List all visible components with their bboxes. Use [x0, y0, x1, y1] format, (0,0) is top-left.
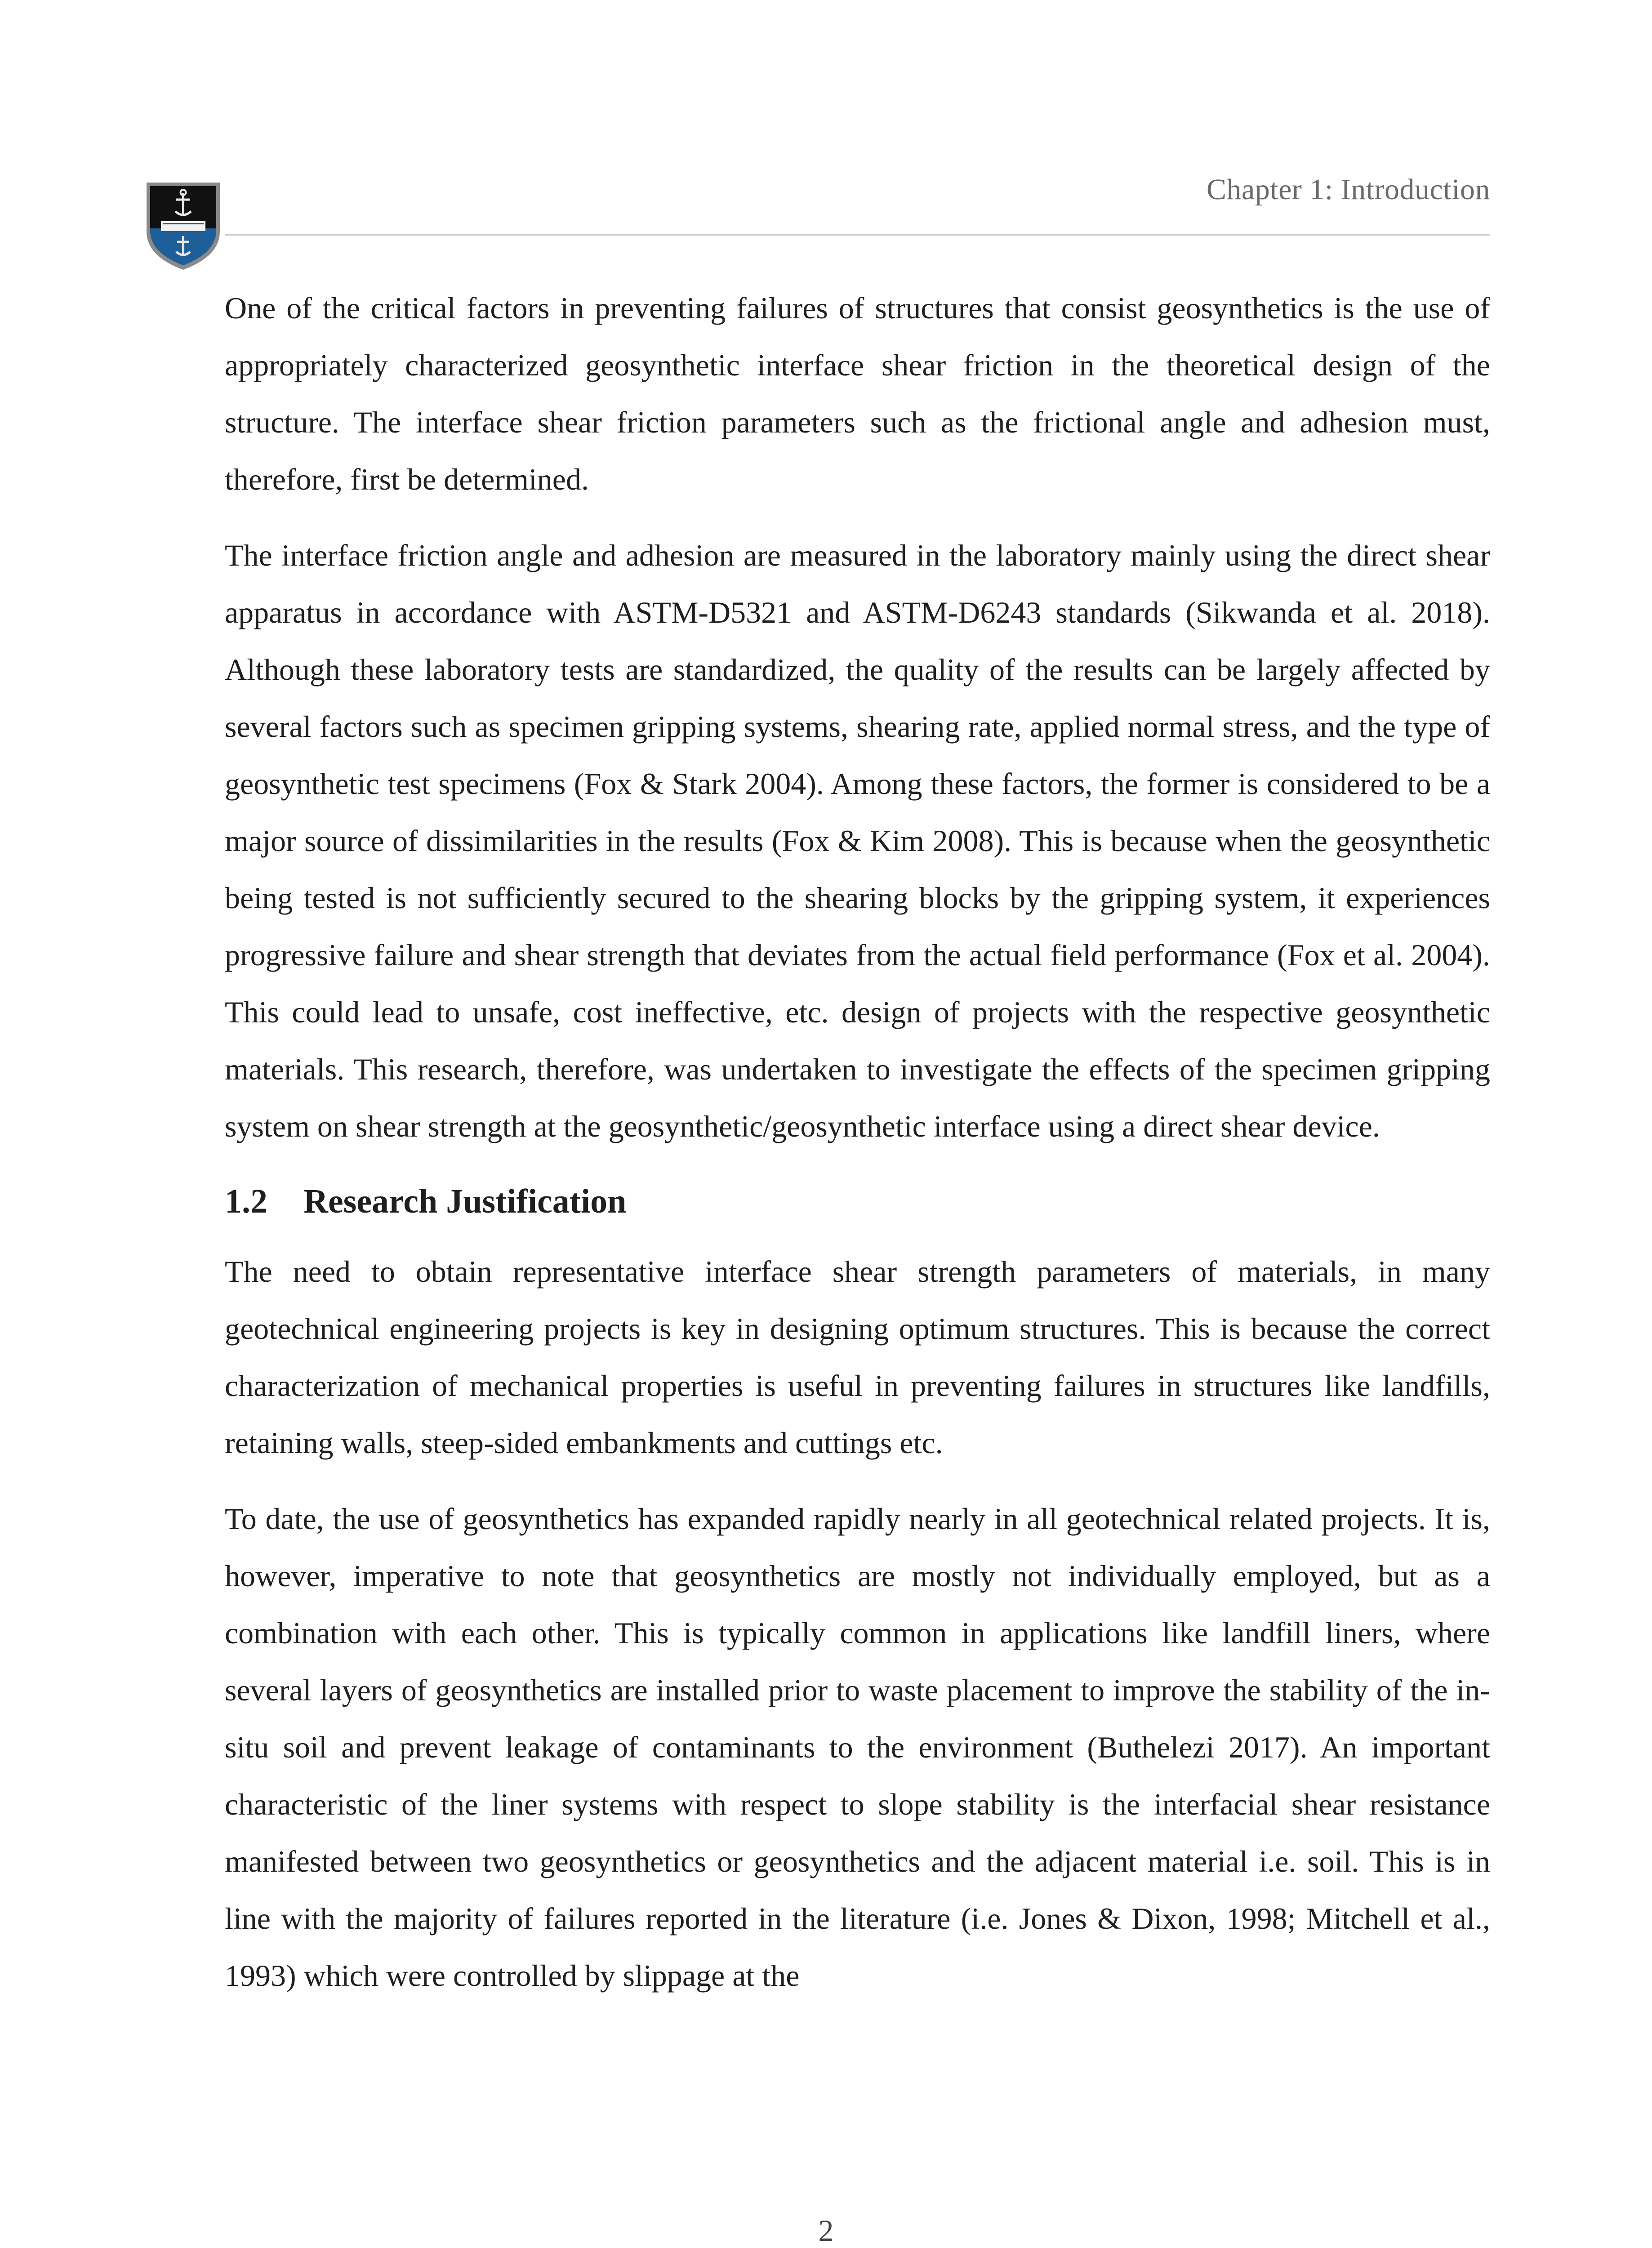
page-number: 2	[818, 2213, 834, 2248]
chapter-header: Chapter 1: Introduction	[1206, 173, 1490, 206]
main-text	[225, 280, 1490, 2023]
paragraph-2: The interface friction angle and adhesion are measured in the laboratory mainly using the direct shear apparatus in accordance with ASTM-D5321 and ASTM-D6243 standards (Sikwanda et al. 2018). Although these laboratory tests are standardized, the quality of the results can be largely affected by several factors such as specimen gripping systems, shearing rate, applied normal stress, and the type of geosynthetic test specimens (Fox & Stark 2004). Among these factors, the former is considered to be a major source of dissimilarities in the results (Fox & Kim 2008). This is because when the geosynthetic being tested is not sufficiently secured to the shearing blocks by the gripping system, it experiences progressive failure and shear strength that deviates from the actual field performance (Fox et al. 2004). This could lead to unsafe, cost ineffective, etc. design of projects with the respective geosynthetic materials. This research, therefore, was undertaken to investigate the effects of the specimen gripping system on shear strength at the geosynthetic/geosynthetic interface using a direct shear device.	[225, 538, 1490, 1143]
paragraph-1: One of the critical factors in preventing failures of structures that consist geosynthetics is the use of appropriately characterized geosynthetic interface shear friction in the theoretical design of the structure. The interface shear friction parameters such as the frictional angle and adhesion must, therefore, first be determined.	[225, 291, 1490, 496]
section-heading	[225, 1177, 1490, 1226]
header-divider	[225, 234, 1490, 236]
university-crest-icon	[144, 180, 223, 272]
section-title: Research Justification	[303, 1182, 627, 1220]
paragraph-3: The need to obtain representative interface shear strength parameters of materials, in many geotechnical engineering projects is key in designing optimum structures. This is because the correct characterization of mechanical properties is useful in preventing failures in structures like landfills, retaining walls, steep-sided embankments and cuttings etc.	[225, 1254, 1490, 1460]
paragraph-4: To date, the use of geosynthetics has expanded rapidly nearly in all geotechnical related projects. It is, however, imperative to note that geosynthetics are mostly not individually employed, but as a combination with each other. This is typically common in applications like landfill liners, where several layers of geosynthetics are installed prior to waste placement to improve the stability of the in-situ soil and prevent leakage of contaminants to the environment (Buthelezi 2017). An important characteristic of the liner systems with respect to slope stability is the interfacial shear resistance manifested between two geosynthetics or geosynthetics and the adjacent material i.e. soil. This is in line with the majority of failures reported in the literature (i.e. Jones & Dixon, 1998; Mitchell et al., 1993) which were controlled by slippage at the	[225, 1502, 1490, 1993]
section-number: 1.2	[225, 1182, 267, 1220]
